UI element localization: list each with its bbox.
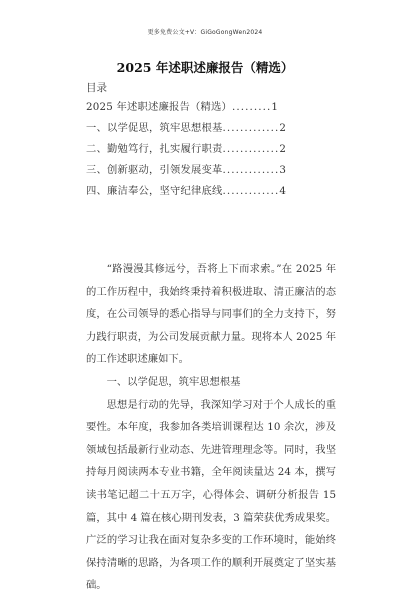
toc-item[interactable]	[86, 143, 346, 164]
section-paragraph: 思想是行动的先导，我深知学习对于个人成长的重要性。本年度，我参加各类培训课程达 10 余次，涉及领域包括最新行业动态、先进管理理念等。同时，我坚持每月阅读两本专业书籍，全年阅读量达 24 本，撰写读书笔记超二十五万字，心得体会、调研分析报告 15 篇，其中 4 篇在核心期刊发表，3 篇荣获优秀成果奖。广泛的学习让我在面对复杂多变的工作环境时，能始终保持清晰的思路，为各项工作的顺利开展奠定了坚实基础。	[86, 398, 336, 592]
toc-item-label: 2025 年述职述廉报告（精选）	[86, 101, 232, 113]
section-heading: 一、以学促思，筑牢思想根基	[106, 375, 241, 388]
toc-item[interactable]	[86, 164, 346, 185]
document-title: 2025 年述职述廉报告（精选）	[116, 60, 294, 75]
toc-item-label: 三、创新驱动，引领发展变革	[86, 164, 223, 176]
toc-item-leader: .............	[222, 122, 280, 134]
toc-item-leader: .........	[231, 101, 272, 113]
toc-item[interactable]	[86, 122, 346, 143]
toc-item-page: 4	[279, 185, 287, 197]
toc-item-label: 一、以学促思，筑牢思想根基	[86, 122, 223, 134]
toc-item-leader: .............	[222, 143, 280, 155]
table-of-contents	[86, 101, 346, 206]
toc-item[interactable]	[86, 185, 346, 206]
toc-item[interactable]	[86, 101, 346, 122]
toc-item-label: 二、勤勉笃行，扎实履行职责	[86, 143, 223, 155]
toc-item-leader: .............	[222, 185, 280, 197]
intro-paragraph: “路漫漫其修远兮，吾将上下而求索。”在 2025 年的工作历程中，我始终秉持着积极进取、清正廉洁的态度，在公司领导的悉心指导与同事们的全力支持下，努力践行职责，为公司发展贡献力量。现将本人 2025 年的工作述职述廉如下。	[86, 263, 336, 366]
document-body	[86, 258, 336, 597]
watermark: 更多免费公文+V：GiGoGongWen2024	[147, 29, 263, 36]
toc-item-page: 2	[279, 122, 287, 134]
toc-heading: 目录	[86, 82, 107, 94]
toc-item-label: 四、廉洁奉公，坚守纪律底线	[86, 185, 223, 197]
toc-item-page: 2	[279, 143, 287, 155]
toc-item-page: 3	[279, 164, 287, 176]
toc-item-page: 1	[271, 101, 279, 113]
toc-item-leader: .............	[222, 164, 280, 176]
